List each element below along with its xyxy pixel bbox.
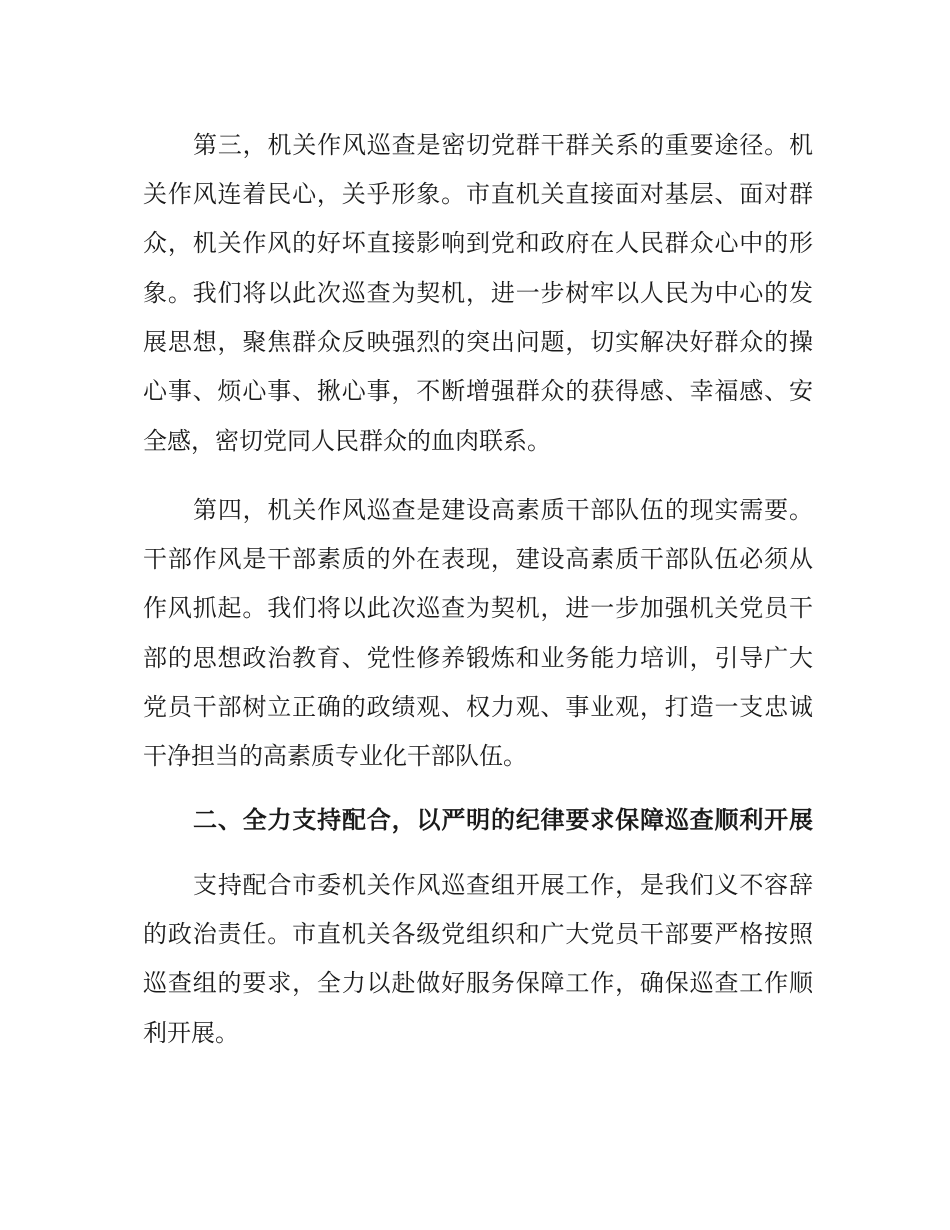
paragraph-1-line-6: 心事、烦心事、揪心事，不断增强群众的获得感、幸福感、安 — [143, 377, 813, 405]
paragraph-3-line-4: 利开展。 — [143, 1019, 239, 1047]
paragraph-3-line-1: 支持配合市委机关作风巡查组开展工作，是我们义不容辞 — [193, 871, 813, 899]
paragraph-1-line-4: 象。我们将以此次巡查为契机，进一步树牢以人民为中心的发 — [143, 279, 813, 307]
paragraph-3-line-3: 巡查组的要求，全力以赴做好服务保障工作，确保巡查工作顺 — [143, 969, 813, 997]
paragraph-2-line-6: 干净担当的高素质专业化干部队伍。 — [143, 742, 527, 770]
paragraph-1-line-2: 关作风连着民心，关乎形象。市直机关直接面对基层、面对群 — [143, 180, 813, 208]
paragraph-2-line-5: 党员干部树立正确的政绩观、权力观、事业观，打造一支忠诚 — [143, 693, 813, 721]
paragraph-1-line-5: 展思想，聚焦群众反映强烈的突出问题，切实解决好群众的操 — [143, 328, 813, 356]
section-heading: 二、全力支持配合，以严明的纪律要求保障巡查顺利开展 — [193, 806, 813, 834]
paragraph-2-line-2: 干部作风是干部素质的外在表现，建设高素质干部队伍必须从 — [143, 545, 813, 573]
paragraph-1-line-7: 全感，密切党同人民群众的血肉联系。 — [143, 427, 551, 455]
paragraph-1-line-1: 第三，机关作风巡查是密切党群干群关系的重要途径。机 — [193, 131, 813, 159]
paragraph-1-line-3: 众，机关作风的好坏直接影响到党和政府在人民群众心中的形 — [143, 229, 813, 257]
paragraph-2-line-4: 部的思想政治教育、党性修养锻炼和业务能力培训，引导广大 — [143, 644, 813, 672]
paragraph-2-line-3: 作风抓起。我们将以此次巡查为契机，进一步加强机关党员干 — [143, 594, 813, 622]
paragraph-3-line-2: 的政治责任。市直机关各级党组织和广大党员干部要严格按照 — [143, 920, 813, 948]
paragraph-2-line-1: 第四，机关作风巡查是建设高素质干部队伍的现实需要。 — [193, 496, 813, 524]
